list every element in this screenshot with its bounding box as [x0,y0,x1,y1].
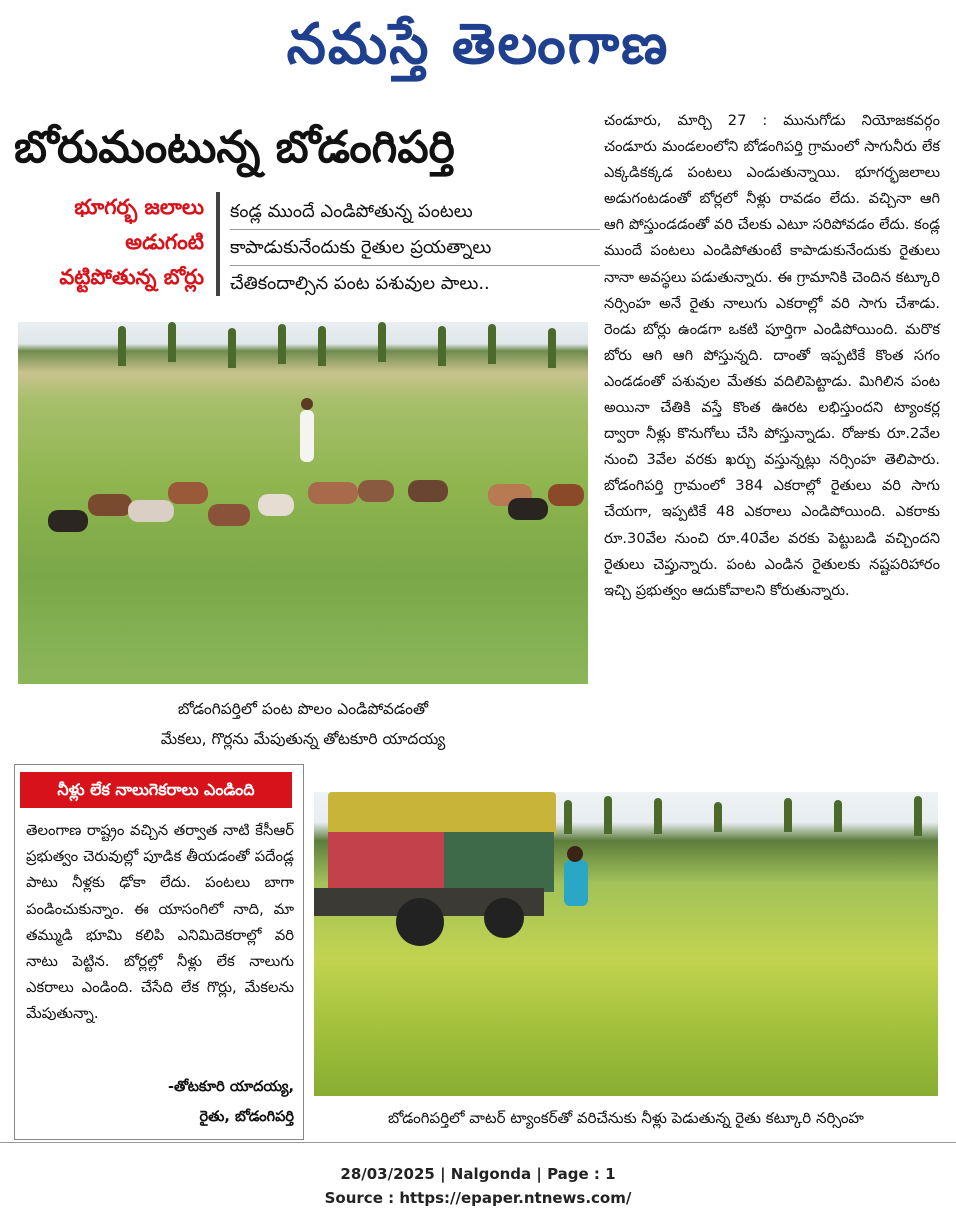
subheadline-red-line: భూగర్భ జలాలు [74,195,204,219]
footer [0,1162,956,1210]
photo-caption-2: బోడంగిపర్తిలో వాటర్ ట్యాంకర్‌తో వరిచేనుకు నీళ్లు పెడుతున్న రైతు కట్కూరి నర్సింహ [388,1109,864,1127]
attribution-line: రైతు, బోడంగిపర్తి [199,1109,294,1125]
subheadline-black-line: కండ్ల ముందే ఎండిపోతున్న పంటలు [230,194,600,230]
caption-line: బోడంగిపర్తిలో పంట పొలం ఎండిపోవడంతో [177,700,429,718]
photo-water-tanker [314,792,938,1096]
masthead-logo: నమస్తే తెలంగాణ [286,12,670,77]
sidebar-text: తెలంగాణ రాష్ట్రం వచ్చిన తర్వాత నాటి కేసీఆర్ ప్రభుత్వం చెరువుల్లో పూడిక తీయడంతో పదేండ్ల పాటు నీళ్లకు ఢోకా లేదు. పంటలు బాగా పండించుకున్నాం. ఈ యాసంగిలో నాది, మా తమ్ముడి భూమి కలిపి ఎనిమిదెకరాల్లో వరి నాటు పెట్టిన. బోర్లల్లో నీళ్లు లేక నాలుగు ఎకరాలు ఎండింది. చేసేది లేక గొర్లు, మేకలను మేపుతున్నా. [26,822,294,1023]
deck-divider [216,192,220,296]
subheadline-red-line: అడుగంటి [125,230,204,254]
photo-field-goats [18,322,588,684]
caption-line: మేకలు, గొర్లను మేపుతున్న తోటకూరి యాదయ్య [160,730,446,748]
subheadline-black-line: కాపాడుకునేందుకు రైతుల ప్రయత్నాలు [230,230,600,266]
headline: బోరుమంటున్న బోడంగిపర్తి [14,122,455,173]
subheadline-black [230,194,600,301]
subheadline-red [14,190,204,295]
attribution-line: -తోటకూరి యాదయ్య, [168,1079,294,1095]
footer-divider [0,1142,956,1143]
subheadline-red-line: వట్టిపోతున్న బోర్లు [59,265,204,289]
footer-source: Source : https://epaper.ntnews.com/ [324,1189,632,1207]
article-body: చండూరు, మార్చి 27 : మునుగోడు నియోజకవర్గం చండూరు మండలంలోని బోడంగిపర్తి గ్రామంలో సాగునీరు లేక ఎక్కడికక్కడ పంటలు ఎండుతున్నాయి. భూగర్భజలాలు అడుగంటడంతో బోర్లలో నీళ్లు రావడం లేదు. వచ్చినా ఆగి ఆగి పోస్తుండడంతో వరి చేలకు ఎటూ సరిపోవడం లేదు. కండ్ల ముందే పంటలు ఎండిపోతుంటే కాపాడుకునేందుకు రైతులు నానా అవస్థలు పడుతున్నారు. ఈ గ్రామానికి చెందిన కట్కూరి నర్సింహ అనే రైతు నాలుగు ఎకరాల్లో వరి సాగు చేశాడు. రెండు బోర్లు ఉండగా ఒకటి పూర్తిగా ఎండిపోయింది. మరొక బోరు ఆగి ఆగి పోస్తున్నది. దాంతో ఇప్పటికే కొంత సగం ఎండడంతో పశువుల మేతకు వదిలిపెట్టాడు. మిగిలిన పంట అయినా చేతికి వస్తే కొంత ఊరట లభిస్తుందని ట్యాంకర్ల ద్వారా నీళ్లు కొనుగోలు చేసి పోస్తున్నాడు. రోజుకు రూ.2వేల నుంచి 3వేల వరకు ఖర్చు వస్తున్నట్లు నర్సింహ తెలిపారు. బోడంగిపర్తి గ్రామంలో 384 ఎకరాల్లో రైతులు వరి సాగు చేయగా, ఇప్పటికే 48 ఎకరాలు ఎండిపోయింది. ఎకరాకు రూ.30వేల నుంచి రూ.40వేల వరకు పెట్టుబడి వచ్చిందని రైతులు చెప్తున్నారు. పంట ఎండిన రైతులకు నష్టపరిహారం ఇచ్చి ప్రభుత్వం ఆదుకోవాలని కోరుతున్నారు. [604,112,940,599]
subheadline-black-line: చేతికందాల్సిన పంట పశువుల పాలు.. [230,273,490,294]
footer-date-edition: 28/03/2025 | Nalgonda | Page : 1 [340,1165,616,1183]
sidebar-heading: నీళ్లు లేక నాలుగెకరాలు ఎండింది [20,772,292,808]
photo-caption-1 [18,694,588,754]
sidebar-attribution [26,1072,294,1132]
